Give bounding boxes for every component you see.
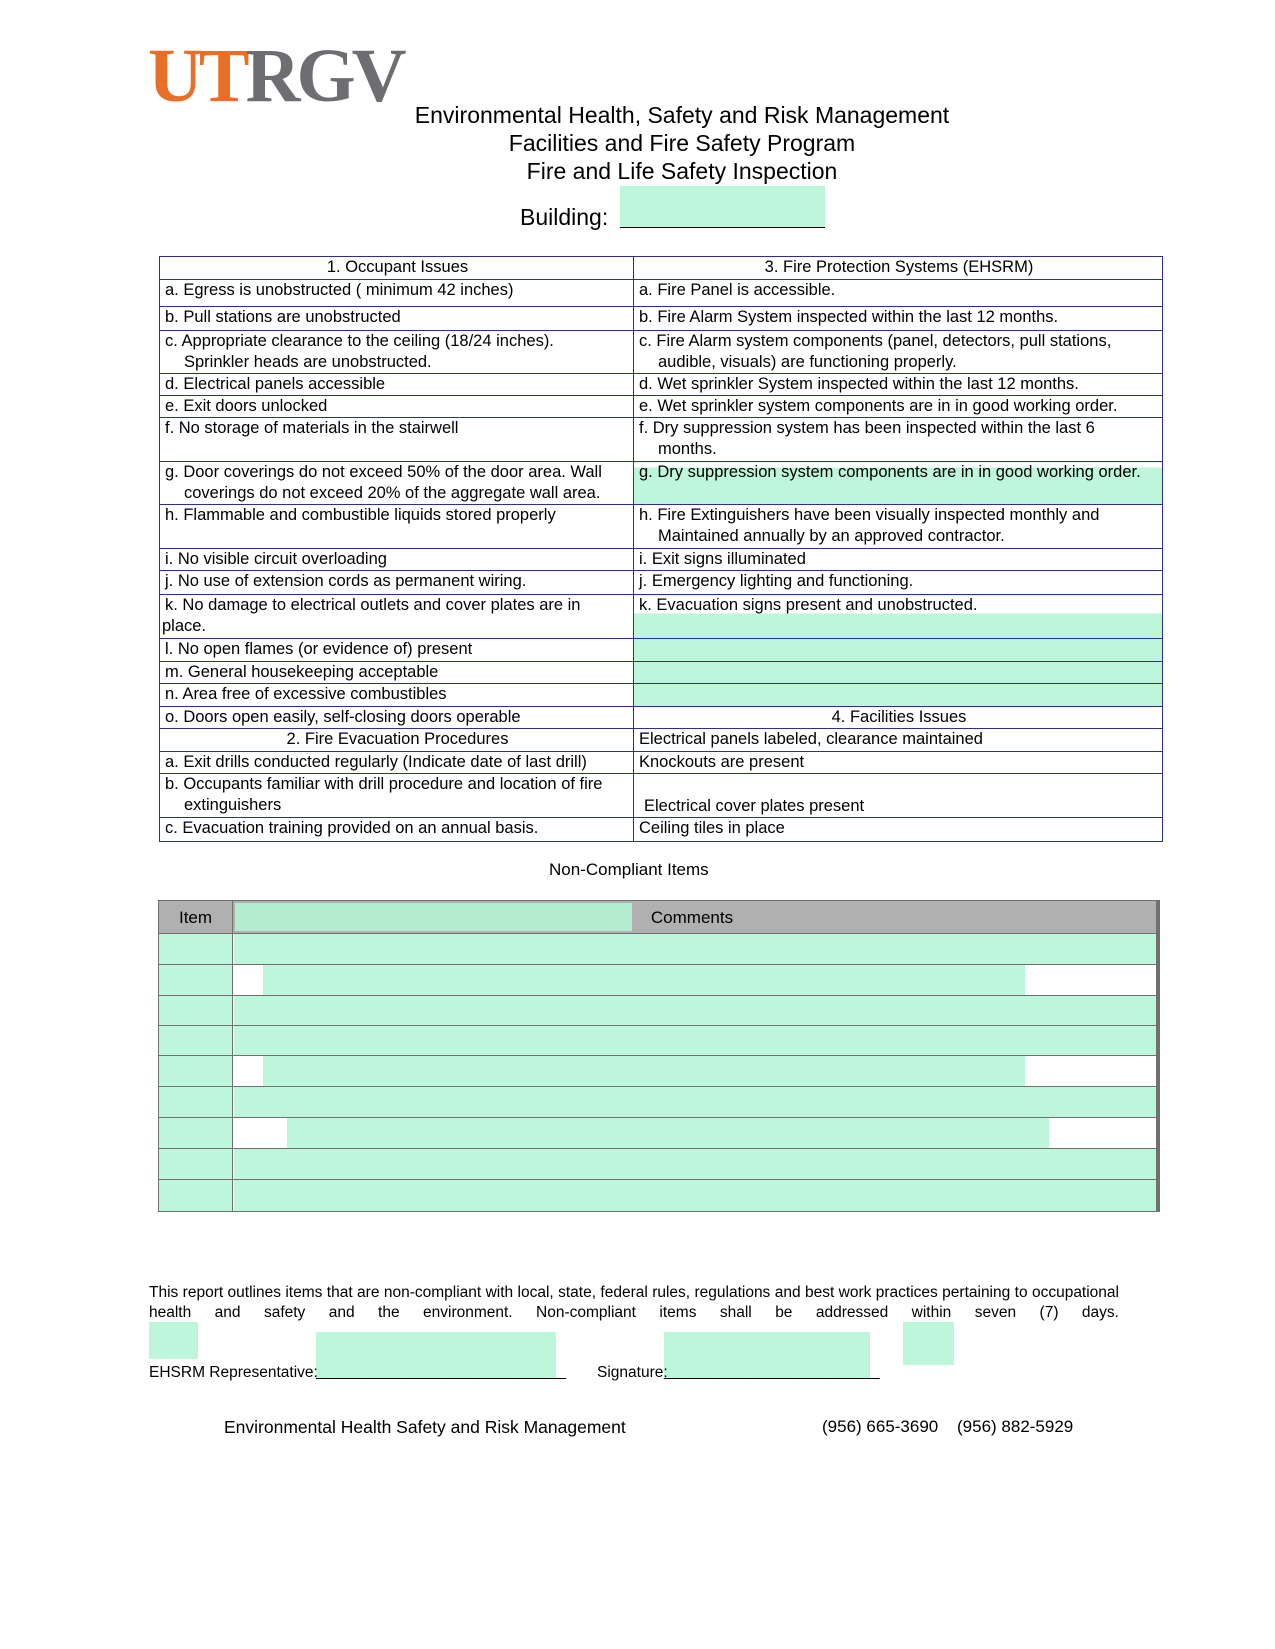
occupant-item-i: i. No visible circuit overloading <box>160 549 634 571</box>
comment-field[interactable] <box>234 1180 1156 1211</box>
facilities-item-4: Ceiling tiles in place <box>634 818 1163 842</box>
fire-item-c-line2: audible, visuals) are functioning properly. <box>658 353 957 371</box>
table-row <box>159 1055 1156 1086</box>
occupant-item-k-line1: k. No damage to electrical outlets and cover plates are in <box>165 596 581 614</box>
evacuation-item-b <box>160 774 634 818</box>
item-field[interactable] <box>159 1118 233 1148</box>
comment-field[interactable] <box>263 1056 1025 1086</box>
table-row <box>159 995 1156 1026</box>
report-word: seven <box>974 1304 1017 1321</box>
facilities-item-2: Knockouts are present <box>634 752 1163 774</box>
fire-item-h <box>634 505 1163 549</box>
building-field[interactable] <box>620 186 825 228</box>
non-compliant-title: Non-Compliant Items <box>549 860 709 879</box>
report-word: health <box>149 1304 192 1321</box>
report-word: the <box>378 1304 400 1321</box>
section-title-facilities: 4. Facilities Issues <box>634 707 1163 729</box>
date-field[interactable] <box>149 1322 198 1359</box>
fire-item-g <box>634 462 1163 505</box>
logo-rgv: RGV <box>245 34 403 118</box>
occupant-item-f: f. No storage of materials in the stairwell <box>160 418 634 462</box>
representative-line: _____________________________ <box>316 1363 566 1380</box>
fire-extra-field-2[interactable] <box>634 662 1163 684</box>
occupant-item-g-line2: coverings do not exceed 20% of the aggregate wall area. <box>184 484 601 502</box>
evacuation-item-b-line1: b. Occupants familiar with drill procedure and location of fire <box>165 775 603 793</box>
signature-label: Signature: <box>597 1364 668 1381</box>
occupant-item-a: a. Egress is unobstructed ( minimum 42 inches) <box>160 280 634 307</box>
signature-line: _________________________ <box>664 1363 880 1380</box>
occupant-item-e: e. Exit doors unlocked <box>160 396 634 418</box>
fire-item-k-line1: k. Evacuation signs present and unobstructed. <box>639 596 978 614</box>
fire-item-d: d. Wet sprinkler System inspected within the last 12 months. <box>634 374 1163 396</box>
occupant-item-k <box>160 595 634 639</box>
occupant-item-o: o. Doors open easily, self-closing doors operable <box>160 707 634 729</box>
item-field[interactable] <box>159 1180 233 1211</box>
evacuation-item-b-line2: extinguishers <box>184 796 282 814</box>
occupant-item-g-line1: g. Door coverings do not exceed 50% of the door area. Wall <box>165 463 602 481</box>
header-fill <box>235 903 632 931</box>
occupant-item-d: d. Electrical panels accessible <box>160 374 634 396</box>
occupant-item-k-line2: place. <box>162 617 207 635</box>
item-field[interactable] <box>159 934 233 964</box>
footer-phone-2: (956) 882-5929 <box>957 1417 1074 1436</box>
fire-extra-field-1[interactable] <box>634 639 1163 662</box>
occupant-item-h: h. Flammable and combustible liquids stored properly <box>160 505 634 549</box>
report-text-line1: This report outlines items that are non-compliant with local, state, federal rules, regulations and best work practices pertaining to occupational <box>149 1284 1119 1301</box>
page-title: Fire and Life Safety Inspection <box>526 158 838 184</box>
fire-item-f-line2: months. <box>658 440 717 458</box>
signature-date-field[interactable] <box>903 1322 954 1365</box>
report-word: and <box>328 1304 355 1321</box>
column-header-comments: Comments <box>650 908 734 927</box>
report-word: days. <box>1081 1304 1119 1321</box>
item-field[interactable] <box>159 965 233 995</box>
facilities-item-3-text: Electrical cover plates present <box>644 797 865 815</box>
table-row <box>159 1179 1156 1211</box>
fire-item-h-line2: Maintained annually by an approved contractor. <box>658 527 1005 545</box>
section-title-occupant: 1. Occupant Issues <box>160 257 634 280</box>
logo-ut: UT <box>148 34 246 118</box>
occupant-item-c-line2: Sprinkler heads are unobstructed. <box>184 353 432 371</box>
occupant-item-n: n. Area free of excessive combustibles <box>160 684 634 707</box>
report-word: Non-compliant <box>536 1304 636 1321</box>
occupant-item-m: m. General housekeeping acceptable <box>160 662 634 684</box>
occupant-item-g <box>160 462 634 505</box>
report-word: items <box>659 1304 697 1321</box>
header-department: Environmental Health, Safety and Risk Management <box>414 102 950 128</box>
fire-item-e: e. Wet sprinkler system components are in in good working order. <box>634 396 1163 418</box>
fire-item-f-line1: f. Dry suppression system has been inspected within the last 6 <box>639 419 1095 437</box>
fire-item-k <box>634 595 1163 639</box>
item-field[interactable] <box>159 996 233 1026</box>
fire-extra-field-3[interactable] <box>634 684 1163 707</box>
fire-item-i: i. Exit signs illuminated <box>634 549 1163 571</box>
item-field[interactable] <box>159 1026 233 1056</box>
comment-field[interactable] <box>234 934 1156 964</box>
occupant-item-c <box>160 331 634 374</box>
comment-field[interactable] <box>287 1118 1049 1148</box>
evacuation-item-a: a. Exit drills conducted regularly (Indicate date of last drill) <box>160 752 634 774</box>
fire-item-c <box>634 331 1163 374</box>
item-field[interactable] <box>159 1087 233 1117</box>
evacuation-item-c: c. Evacuation training provided on an annual basis. <box>160 818 634 842</box>
non-compliant-table <box>158 900 1160 1212</box>
table-row <box>159 964 1156 995</box>
column-header-item: Item <box>159 901 233 933</box>
section-title-fire-protection: 3. Fire Protection Systems (EHSRM) <box>634 257 1163 280</box>
facilities-item-3 <box>634 774 1163 818</box>
occupant-item-b: b. Pull stations are unobstructed <box>160 307 634 331</box>
header-program: Facilities and Fire Safety Program <box>508 130 856 156</box>
report-word: (7) <box>1039 1304 1059 1321</box>
report-word: be <box>775 1304 793 1321</box>
section-title-evacuation: 2. Fire Evacuation Procedures <box>160 729 634 752</box>
fire-item-h-line1: h. Fire Extinguishers have been visually inspected monthly and <box>639 506 1100 524</box>
table-row <box>159 1148 1156 1179</box>
table-row <box>159 1086 1156 1117</box>
table-row <box>159 1025 1156 1056</box>
fire-item-c-line1: c. Fire Alarm system components (panel, detectors, pull stations, <box>639 332 1112 350</box>
inspection-table <box>159 256 1163 842</box>
fire-item-a: a. Fire Panel is accessible. <box>634 280 1163 307</box>
fire-item-j: j. Emergency lighting and functioning. <box>634 571 1163 595</box>
representative-label: EHSRM Representative: <box>149 1364 318 1381</box>
footer-phone-1: (956) 665-3690 <box>822 1417 939 1436</box>
table-row <box>159 1117 1156 1148</box>
fire-item-f <box>634 418 1163 462</box>
report-word: addressed <box>815 1304 889 1321</box>
occupant-item-l: l. No open flames (or evidence of) present <box>160 639 634 662</box>
comment-field[interactable] <box>234 1149 1156 1179</box>
comment-field[interactable] <box>263 965 1025 995</box>
report-word: shall <box>719 1304 752 1321</box>
occupant-item-c-line1: c. Appropriate clearance to the ceiling (18/24 inches). <box>165 332 554 350</box>
comment-field[interactable] <box>234 1087 1156 1117</box>
comment-field[interactable] <box>234 996 1156 1026</box>
fire-item-b: b. Fire Alarm System inspected within the last 12 months. <box>634 307 1163 331</box>
report-word: within <box>911 1304 952 1321</box>
item-field[interactable] <box>159 1149 233 1179</box>
report-word: safety <box>263 1304 306 1321</box>
item-field[interactable] <box>159 1056 233 1086</box>
building-label: Building: <box>520 204 609 230</box>
occupant-item-j: j. No use of extension cords as permanent wiring. <box>160 571 634 595</box>
table-row <box>159 933 1156 964</box>
report-word: and <box>214 1304 241 1321</box>
footer-department: Environmental Health Safety and Risk Management <box>224 1417 626 1437</box>
fire-item-g-line1: g. Dry suppression system components are in in good working order. <box>639 463 1141 481</box>
report-word: environment. <box>423 1304 513 1321</box>
facilities-item-1: Electrical panels labeled, clearance maintained <box>634 729 1163 752</box>
report-text-line2 <box>149 1303 1119 1323</box>
comment-field[interactable] <box>234 1026 1156 1056</box>
